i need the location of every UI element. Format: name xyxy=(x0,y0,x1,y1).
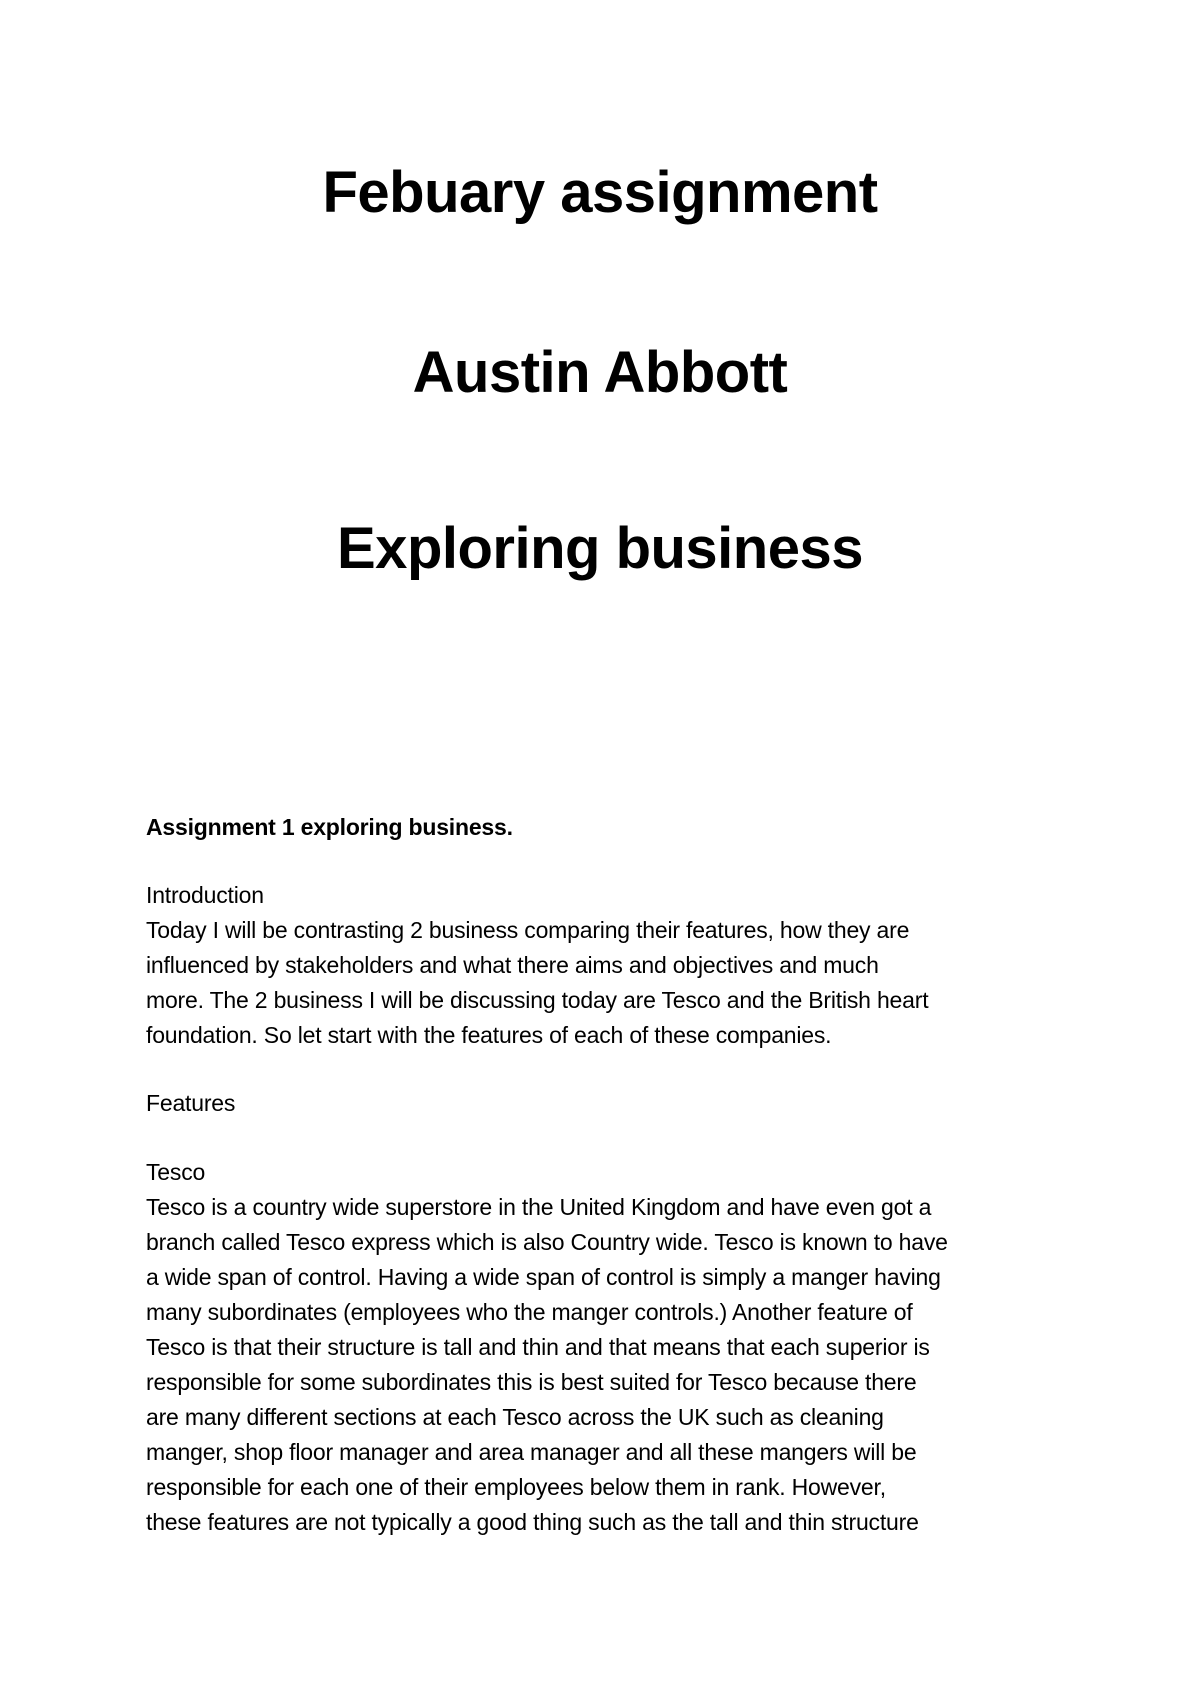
intro-line: foundation. So let start with the features of each of these companies. xyxy=(146,1022,832,1048)
assignment-section xyxy=(146,810,1066,845)
assignment-heading: Assignment 1 exploring business. xyxy=(146,814,513,840)
tesco-line: responsible for each one of their employees below them in rank. However, xyxy=(146,1474,886,1500)
tesco-heading: Tesco xyxy=(146,1159,206,1185)
document-title: Febuary assignment xyxy=(322,160,878,225)
tesco-line: responsible for some subordinates this is best suited for Tesco because there xyxy=(146,1369,917,1395)
tesco-line: Tesco is that their structure is tall and thin and that means that each superior is xyxy=(146,1334,930,1360)
tesco-line: Tesco is a country wide superstore in the United Kingdom and have even got a xyxy=(146,1194,932,1220)
intro-line: more. The 2 business I will be discussing today are Tesco and the British heart xyxy=(146,987,929,1013)
intro-line: influenced by stakeholders and what there aims and objectives and much xyxy=(146,952,879,978)
tesco-line: manger, shop floor manager and area manager and all these mangers will be xyxy=(146,1439,917,1465)
introduction-heading: Introduction xyxy=(146,882,264,908)
tesco-line: branch called Tesco express which is also Country wide. Tesco is known to have xyxy=(146,1229,948,1255)
tesco-section xyxy=(146,1155,1066,1540)
document-subject: Exploring business xyxy=(337,516,863,581)
tesco-line: a wide span of control. Having a wide span of control is simply a manger having xyxy=(146,1264,941,1290)
author-name: Austin Abbott xyxy=(412,340,788,405)
features-section xyxy=(146,1086,1066,1121)
introduction-section xyxy=(146,878,1066,1053)
tesco-line: these features are not typically a good thing such as the tall and thin structure xyxy=(146,1509,919,1535)
tesco-line: are many different sections at each Tesco across the UK such as cleaning xyxy=(146,1404,884,1430)
tesco-line: many subordinates (employees who the manger controls.) Another feature of xyxy=(146,1299,913,1325)
intro-line: Today I will be contrasting 2 business comparing their features, how they are xyxy=(146,917,910,943)
features-heading: Features xyxy=(146,1090,236,1116)
